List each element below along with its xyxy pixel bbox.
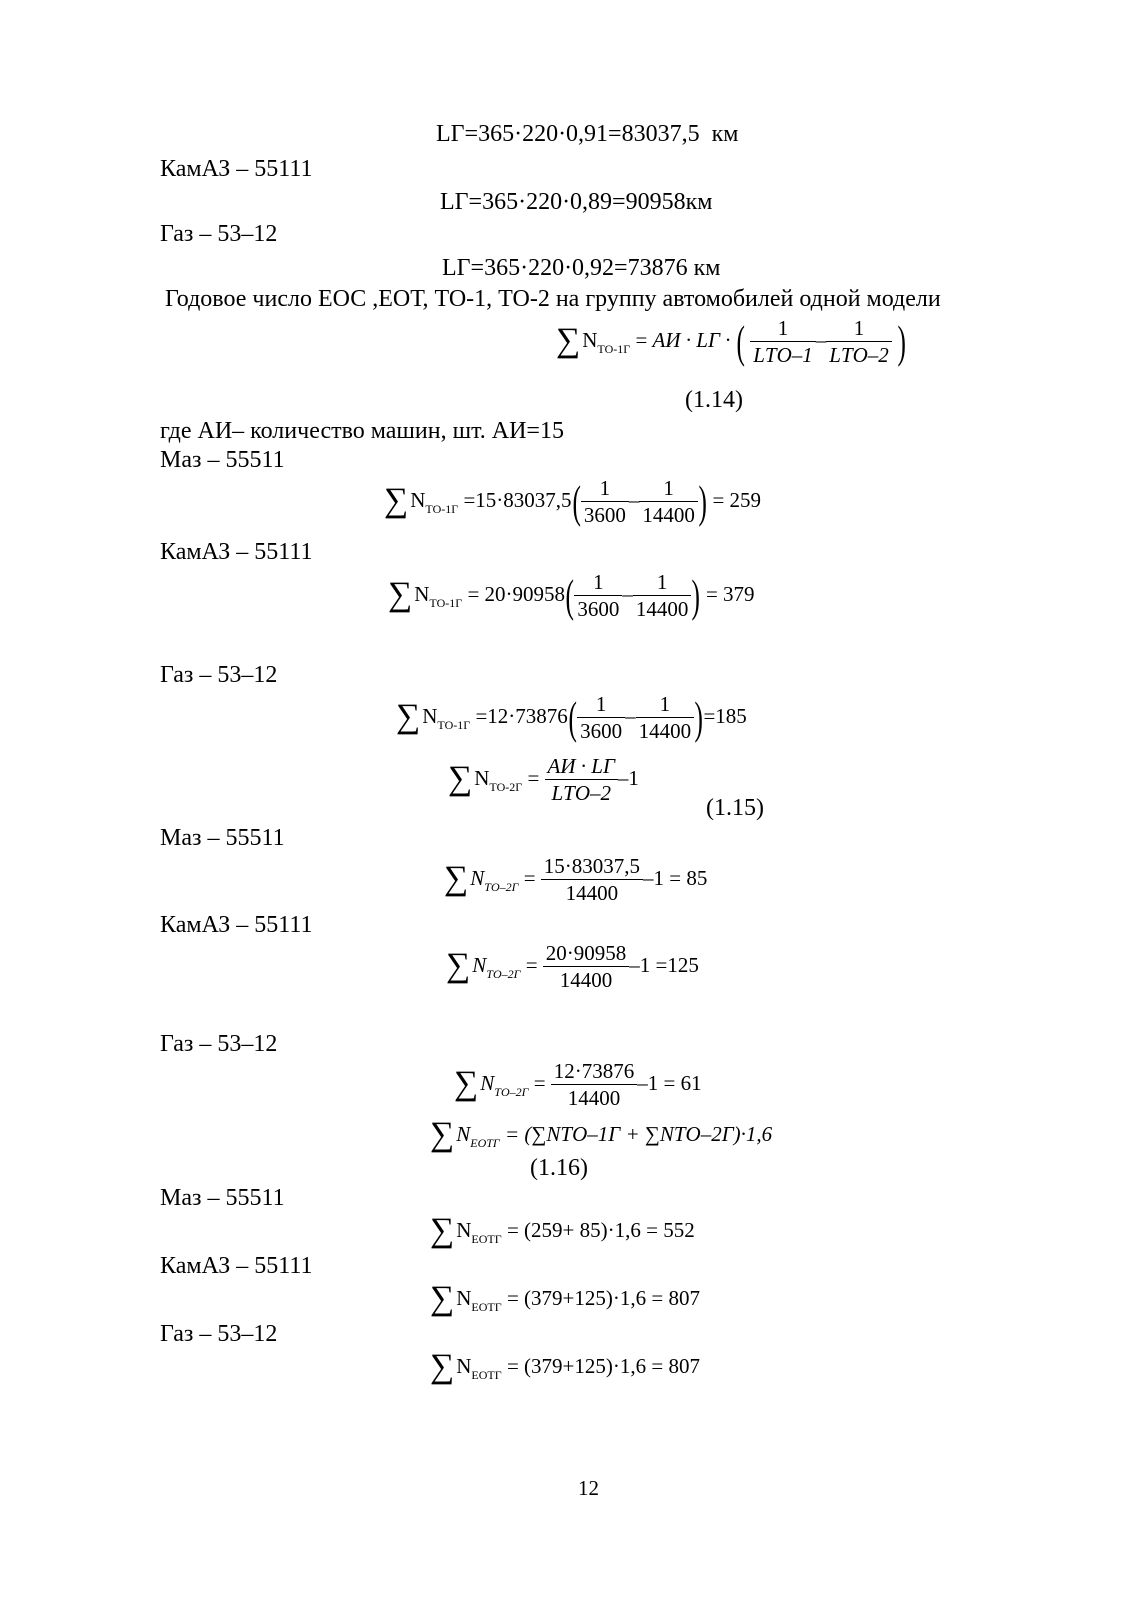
label-gaz-2: Газ – 53–12 bbox=[160, 662, 278, 688]
page-number: 12 bbox=[578, 1476, 599, 1500]
label-maz-2: Маз – 55511 bbox=[160, 825, 285, 851]
eqnum-1-14: (1.14) bbox=[685, 387, 743, 413]
label-kamaz-1: КамАЗ – 55111 bbox=[160, 156, 313, 182]
formula-eot-general: $\sum N_{ЕОТГ} = (\sum NТО-1Г + \sum NТО-2Г)\cdot 1,6$ bbox=[430, 1116, 773, 1153]
formula-to1-maz: $\sum N_{ТО-1Г} =15\cdot 83037,5$( $\frac{1}{3600}$ – $\frac{1}{14400}$ ) = 259 bbox=[384, 476, 762, 527]
label-kamaz-3: КамАЗ – 55111 bbox=[160, 912, 313, 938]
sum-symbol: ∑ bbox=[556, 321, 581, 359]
label-gaz-3: Газ – 53–12 bbox=[160, 1031, 278, 1057]
eq-lg-gaz: LГ=365·220·0,92=73876 км bbox=[442, 255, 721, 281]
annual-heading: Годовое число ЕОС ,ЕОТ, ТО-1, ТО-2 на группу автомобилей одной модели bbox=[165, 286, 941, 312]
label-kamaz-2: КамАЗ – 55111 bbox=[160, 539, 313, 565]
formula-eot-gaz: $\sum N_{ЕОТГ} = (379+125)\cdot 1,6 = 807$ bbox=[430, 1348, 700, 1385]
where-text: где АИ– количество машин, шт. АИ=15 bbox=[160, 418, 564, 444]
eq-lg-maz: LГ=365·220·0,91=83037,5 км bbox=[436, 121, 739, 147]
label-maz-3: Маз – 55511 bbox=[160, 1185, 285, 1211]
eqnum-1-16: (1.16) bbox=[530, 1155, 588, 1181]
formula-eot-maz: $\sum N_{ЕОТГ} = (259+ 85)\cdot 1,6 = 552$ bbox=[430, 1212, 695, 1249]
label-kamaz-4: КамАЗ – 55111 bbox=[160, 1253, 313, 1279]
formula-to2-maz: $\sum N_{ТО-2Г}$ = $\frac{15\cdot 83037,5}{14400}$ –1 = 85 bbox=[444, 854, 708, 905]
eq-lg-kamaz: LГ=365·220·0,89=90958км bbox=[440, 189, 713, 215]
formula-to1-general: $\sum N_{ТО-1Г}$ = AИ · LГ · ( $\frac{1}{\text{LТО–1}}$ – $\frac{1}{\text{LТО–2}}$ ) bbox=[556, 316, 906, 367]
formula-eot-kamaz: $\sum N_{ЕОТГ} = (379+125)\cdot 1,6 = 807$ bbox=[430, 1280, 700, 1317]
label-gaz-4: Газ – 53–12 bbox=[160, 1321, 278, 1347]
formula-to1-gaz: $\sum N_{ТО-1Г} =12\cdot 73876$( $\frac{1}{3600}$ – $\frac{1}{14400}$ )=185 bbox=[396, 692, 747, 743]
label-gaz-1: Газ – 53–12 bbox=[160, 221, 278, 247]
label-maz-1: Маз – 55511 bbox=[160, 447, 285, 473]
eqnum-1-15: (1.15) bbox=[706, 795, 764, 821]
formula-to2-kamaz: $\sum N_{ТО-2Г}$ = $\frac{20\cdot 90958}{14400}$ –1 =125 bbox=[446, 941, 699, 992]
formula-to1-kamaz: $\sum N_{ТО-1Г} = 20\cdot 90958$( $\frac{1}{3600}$ – $\frac{1}{14400}$ ) = 379 bbox=[388, 570, 755, 621]
formula-to2-general: $\sum N_{ТО-2Г}$ = $\frac{AИ \cdot LГ}{\text{LТО–2}}$ –1 bbox=[448, 754, 639, 805]
formula-to2-gaz: $\sum N_{ТО-2Г}$ = $\frac{12\cdot 73876}{14400}$ –1 = 61 bbox=[454, 1059, 702, 1110]
